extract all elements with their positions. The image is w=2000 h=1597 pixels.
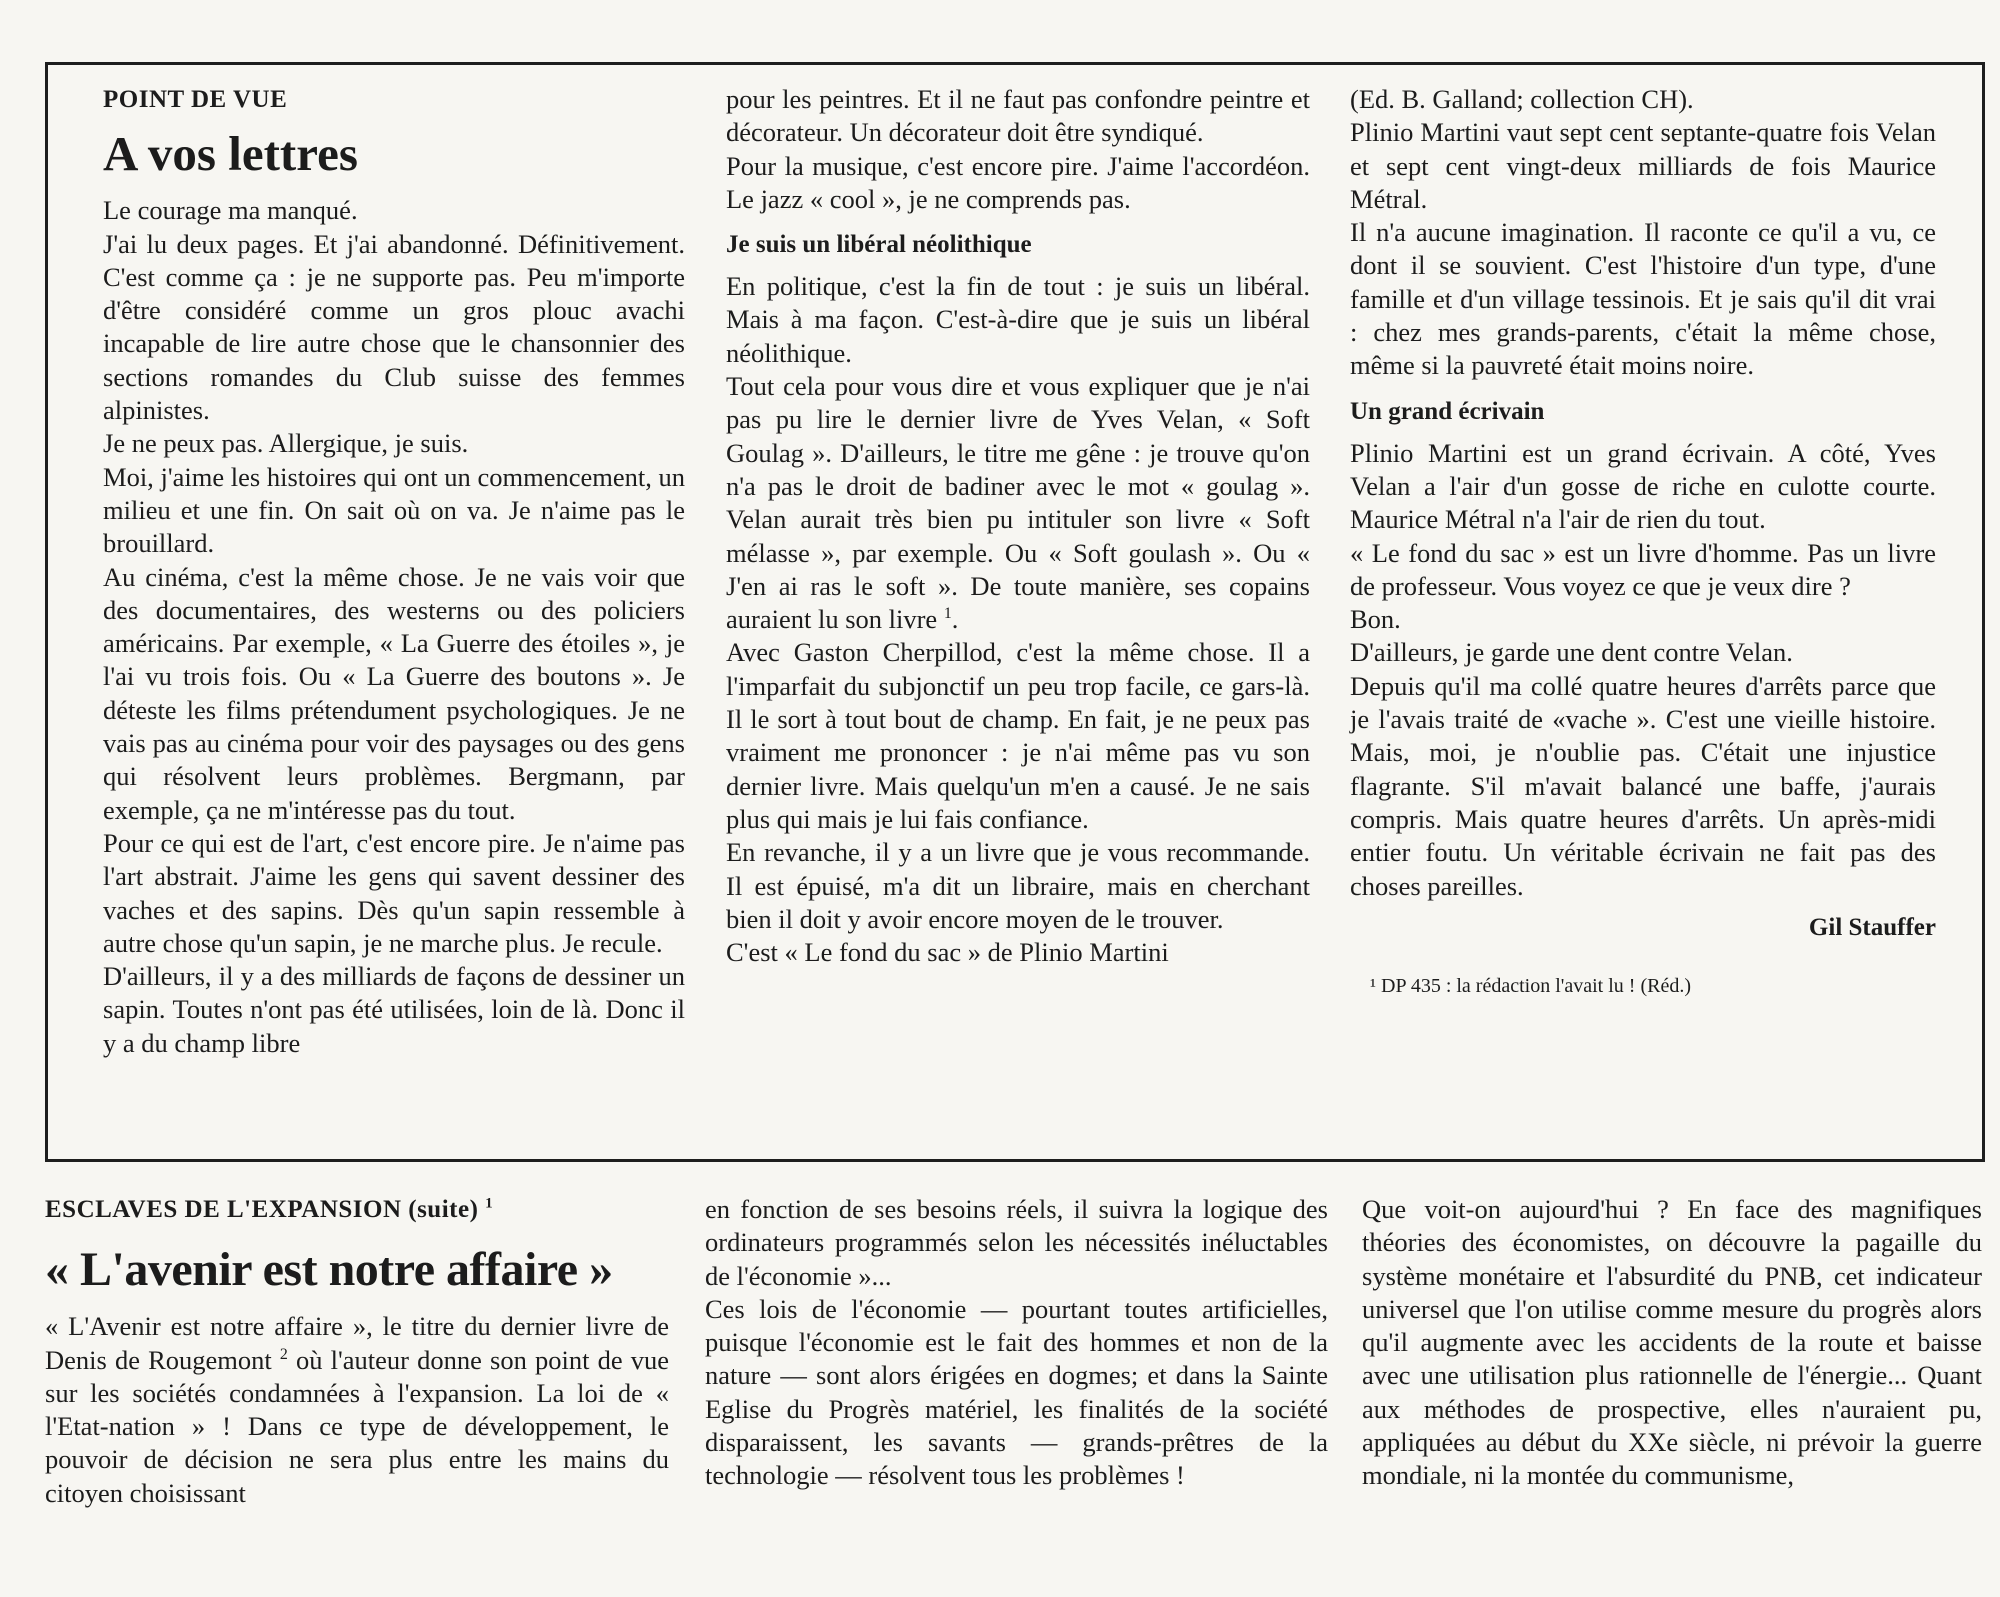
paragraph: Plinio Martini est un grand écrivain. A côté, Yves Velan a l'air d'un gosse de riche en culotte courte. Maurice Métral n'a l'air de rien du tout.	[1350, 437, 1936, 535]
paragraph: J'ai lu deux pages. Et j'ai abandonné. Définitivement. C'est comme ça : je ne supporte pas. Peu m'importe d'être considéré comme un gros plouc avachi incapable de lire autre chose que le chansonnier des sections romandes du Club suisse des femmes alpinistes.	[103, 228, 685, 426]
paragraph: En revanche, il y a un livre que je vous recommande. Il est épuisé, m'a dit un libraire, mais en cherchant bien il doit y avoir encore moyen de le trouver.	[726, 837, 1310, 934]
article2-column-2	[705, 1193, 1328, 1493]
article1-kicker: POINT DE VUE	[103, 86, 288, 113]
paragraph-text: « L'Avenir est notre affaire », le titre du dernier livre de Denis de Rougemont	[45, 1311, 669, 1375]
paragraph: Moi, j'aime les histoires qui ont un commencement, un milieu et une fin. On sait où on va. Je n'aime pas le brouillard.	[103, 461, 685, 559]
article2-column-3	[1362, 1193, 1982, 1493]
paragraph: Bon.	[1350, 604, 1401, 635]
paragraph: Pour ce qui est de l'art, c'est encore pire. Je n'aime pas l'art abstrait. J'aime les gens qui savent dessiner des vaches et des sapins. Dès qu'un sapin ressemble à autre chose qu'un sapin, je ne marche plus. Je recule.	[103, 827, 685, 958]
paragraph: « Le fond du sac » est un livre d'homme. Pas un livre de professeur. Vous voyez ce que je veux dire ?	[1350, 537, 1936, 601]
paragraph: Je ne peux pas. Allergique, je suis.	[103, 428, 469, 459]
article1-title: A vos lettres	[103, 126, 358, 182]
subhead-grand-ecrivain: Un grand écrivain	[1350, 397, 1545, 425]
paragraph: Plinio Martini vaut sept cent septante-quatre fois Velan et sept cent vingt-deux milliards de fois Maurice Métral.	[1350, 117, 1936, 214]
article2-kicker	[45, 1193, 669, 1226]
paragraph: Avec Gaston Cherpillod, c'est la même chose. Il a l'imparfait du subjonctif un peu trop facile, ce gars-là. Il le sort à tout bout de champ. En fait, je ne peux pas vraiment me prononcer : je n'ai même pas vu son dernier livre. Mais quelqu'un m'en a causé. Je ne sais plus qui mais je lui fais confiance.	[726, 637, 1310, 834]
article2-column-1	[45, 1193, 669, 1510]
footnote: ¹ DP 435 : la rédaction l'avait lu ! (Réd.)	[1370, 975, 1691, 998]
paragraph: C'est « Le fond du sac » de Plinio Martini	[726, 937, 1169, 968]
paragraph: D'ailleurs, je garde une dent contre Velan.	[1350, 637, 1793, 668]
paragraph: D'ailleurs, il y a des milliards de façons de dessiner un sapin. Toutes n'ont pas été utilisées, loin de là. Donc il y a du champ libre	[103, 961, 685, 1058]
paragraph-text: Tout cela pour vous dire et vous expliquer que je n'ai pas pu lire le dernier livre de Yves Velan, « Soft Goulag ». D'ailleurs, le titre me gêne : je trouve qu'on n'a pas le droit de badiner avec le mot « goulag ». Velan aurait très bien pu intituler son livre « Soft mélasse », par exemple. Ou « Soft goulash ». Ou « J'en ai ras le soft ». De toute manière, ses copains auraient lu son livre	[726, 371, 1310, 635]
article1-col1-paragraphs	[103, 194, 685, 1060]
article1-column-3	[1350, 83, 1936, 1003]
footnote-mark: 1	[943, 605, 952, 623]
article1-column-2	[726, 83, 1310, 969]
point-de-vue-box	[45, 62, 1985, 1162]
author-signature: Gil Stauffer	[1808, 913, 1936, 941]
paragraph: en fonction de ses besoins réels, il suivra la logique des ordinateurs programmés selon les nécessités inéluctables de l'économie »...	[705, 1194, 1328, 1291]
paragraph-text: où l'auteur donne son point de vue sur les sociétés condamnées à l'expansion. La loi de « l'Etat-nation » ! Dans ce type de développement, le pouvoir de décision ne sera plus entre les mains du citoyen choisissant	[45, 1344, 669, 1508]
paragraph: Au cinéma, c'est la même chose. Je ne vais voir que des documentaires, des westerns ou des policiers américains. Par exemple, « La Guerre des étoiles », je l'ai vu trois fois. Ou « La Guerre des boutons ». Je déteste les films prétendument psychologiques. Je ne vais pas au cinéma pour voir des paysages ou des gens qui résolvent leurs problèmes. Bergmann, par exemple, ça ne m'intéresse pas du tout.	[103, 561, 685, 825]
article1-column-1	[103, 83, 685, 1060]
paragraph: Pour la musique, c'est encore pire. J'aime l'accordéon. Le jazz « cool », je ne comprends pas.	[726, 150, 1310, 214]
paragraph: Tout cela pour vous dire et vous expliquer que je n'ai pas pu lire le dernier livre de Yves Velan, « Soft Goulag ». D'ailleurs, le titre me gêne : je trouve qu'on n'a pas le droit de badiner avec le mot « goulag ». Velan aurait très bien pu intituler son livre « Soft mélasse », par exemple. Ou « Soft goulash ». Ou « J'en ai ras le soft ». De toute manière, ses copains auraient lu son livre $^1$.	[726, 371, 1310, 635]
article2-title: « L'avenir est notre affaire »	[45, 1243, 613, 1297]
paragraph: En politique, c'est la fin de tout : je suis un libéral. Mais à ma façon. C'est-à-dire que je suis un libéral néolithique.	[726, 271, 1310, 368]
paragraph: Il n'a aucune imagination. Il raconte ce qu'il a vu, ce dont il se souvient. C'est l'histoire d'un type, d'une famille et d'un village tessinois. Et je sais qu'il dit vrai : chez mes grands-parents, c'était la même chose, même si la pauvreté était moins noire.	[1350, 217, 1936, 381]
article2-kicker-text: ESCLAVES DE L'EXPANSION (suite)	[45, 1196, 479, 1223]
paragraph: pour les peintres. Et il ne faut pas confondre peintre et décorateur. Un décorateur doit être syndiqué.	[726, 84, 1310, 148]
footnote-mark: 2	[279, 1345, 288, 1363]
paragraph: Ces lois de l'économie — pourtant toutes artificielles, puisque l'économie est le fait des hommes et non de la nature — sont alors érigées en dogmes; et dans la Sainte Eglise du Progrès matériel, les finalités de la société disparaissent, les savants — grands-prêtres de la technologie — résolvent tous les problèmes !	[705, 1293, 1328, 1491]
footnote-mark: 1	[485, 1195, 494, 1212]
paragraph	[45, 1310, 669, 1510]
paragraph: Que voit-on aujourd'hui ? En face des magnifiques théories des économistes, on découvre la pagaille du système monétaire et l'absurdité du PNB, cet indicateur universel que l'on utilise comme mesure du progrès alors qu'il augmente avec les accidents de la route et baisse avec une utilisation plus rationnelle de l'énergie... Quant aux méthodes de prospective, elles n'auraient pu, appliquées au début du XXe siècle, ni prévoir la guerre mondiale, ni la montée du communisme,	[1362, 1194, 1982, 1491]
paragraph: Le courage ma manqué.	[103, 195, 358, 226]
paragraph: (Ed. B. Galland; collection CH).	[1350, 84, 1694, 114]
paragraph: Depuis qu'il ma collé quatre heures d'arrêts parce que je l'avais traité de «vache ». C'est une vieille histoire. Mais, moi, je n'oublie pas. C'était une injustice flagrante. S'il m'avait balancé une baffe, j'aurais compris. Mais quatre heures d'arrêts. Un après-midi entier foutu. Un véritable écrivain ne fait pas des choses pareilles.	[1350, 670, 1936, 901]
subhead-liberal-neolithique: Je suis un libéral néolithique	[726, 231, 1032, 259]
